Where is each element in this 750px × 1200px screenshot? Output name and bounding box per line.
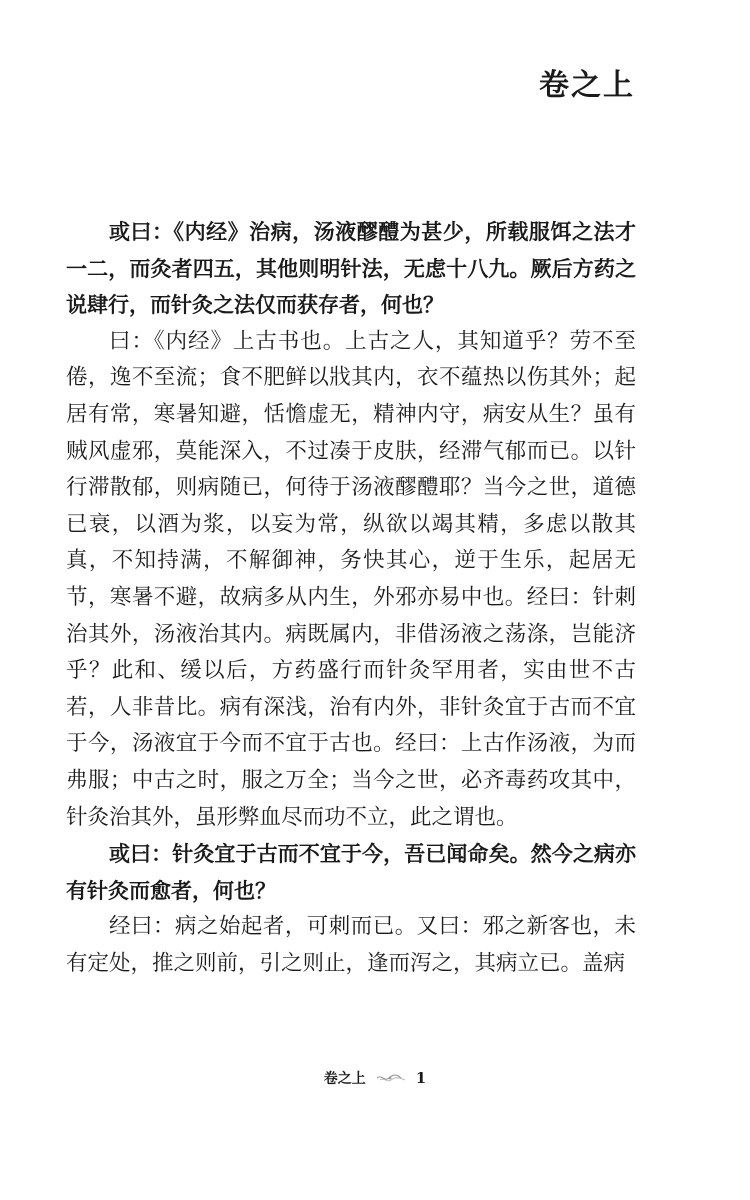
footer-chapter-title: 卷之上 (323, 1071, 366, 1087)
body-text (66, 214, 636, 982)
page-number: 1 (415, 1069, 427, 1087)
question-paragraph-2: 或曰：针灸宜于古而不宜于今，吾已闻命矣。然今之病亦有针灸而愈者，何也？ (66, 842, 636, 903)
cloud-scroll-ornament-icon (376, 1072, 406, 1084)
answer-paragraph-1: 曰：《内经》上古书也。上古之人，其知道乎？劳不至倦，逸不至流；食不肥鲜以戕其内，衣不蕴热以伤其外；起居有常，寒暑知避，恬憺虚无，精神内守，病安从生？虽有贼风虚邪，莫能深入，不过凑于皮肤，经滞气郁而已。以针行滞散郁，则病随已，何待于汤液醪醴耶？当今之世，道德已衰，以酒为浆，以妄为常，纵欲以竭其精，多虑以散其真，不知持满，不解御神，务快其心，逆于生乐，起居无节，寒暑不避，故病多从内生，外邪亦易中也。经曰：针刺治其外，汤液治其内。病既属内，非借汤液之荡涤，岂能济乎？此和、缓以后，方药盛行而针灸罕用者，实由世不古若，人非昔比。病有深浅，治有内外，非针灸宜于古而不宜于今，汤液宜于今而不宜于古也。经曰：上古作汤液，为而弗服；中古之时，服之万全；当今之世，必齐毒药攻其中，针灸治其外，虽形弊血尽而功不立，此之谓也。 (66, 328, 636, 830)
chapter-title: 卷之上 (539, 68, 635, 103)
answer-paragraph-2: 经曰：病之始起者，可刺而已。又曰：邪之新客也，未有定处，推之则前，引之则止，逢而泻之，其病立已。盖病 (66, 914, 636, 976)
question-paragraph-1: 或曰：《内经》治病，汤液醪醴为甚少，所载服饵之法才一二，而灸者四五，其他则明针法，无虑十八九。厥后方药之说肆行，而针灸之法仅而获存者，何也？ (66, 220, 636, 318)
page-footer (0, 1068, 750, 1088)
